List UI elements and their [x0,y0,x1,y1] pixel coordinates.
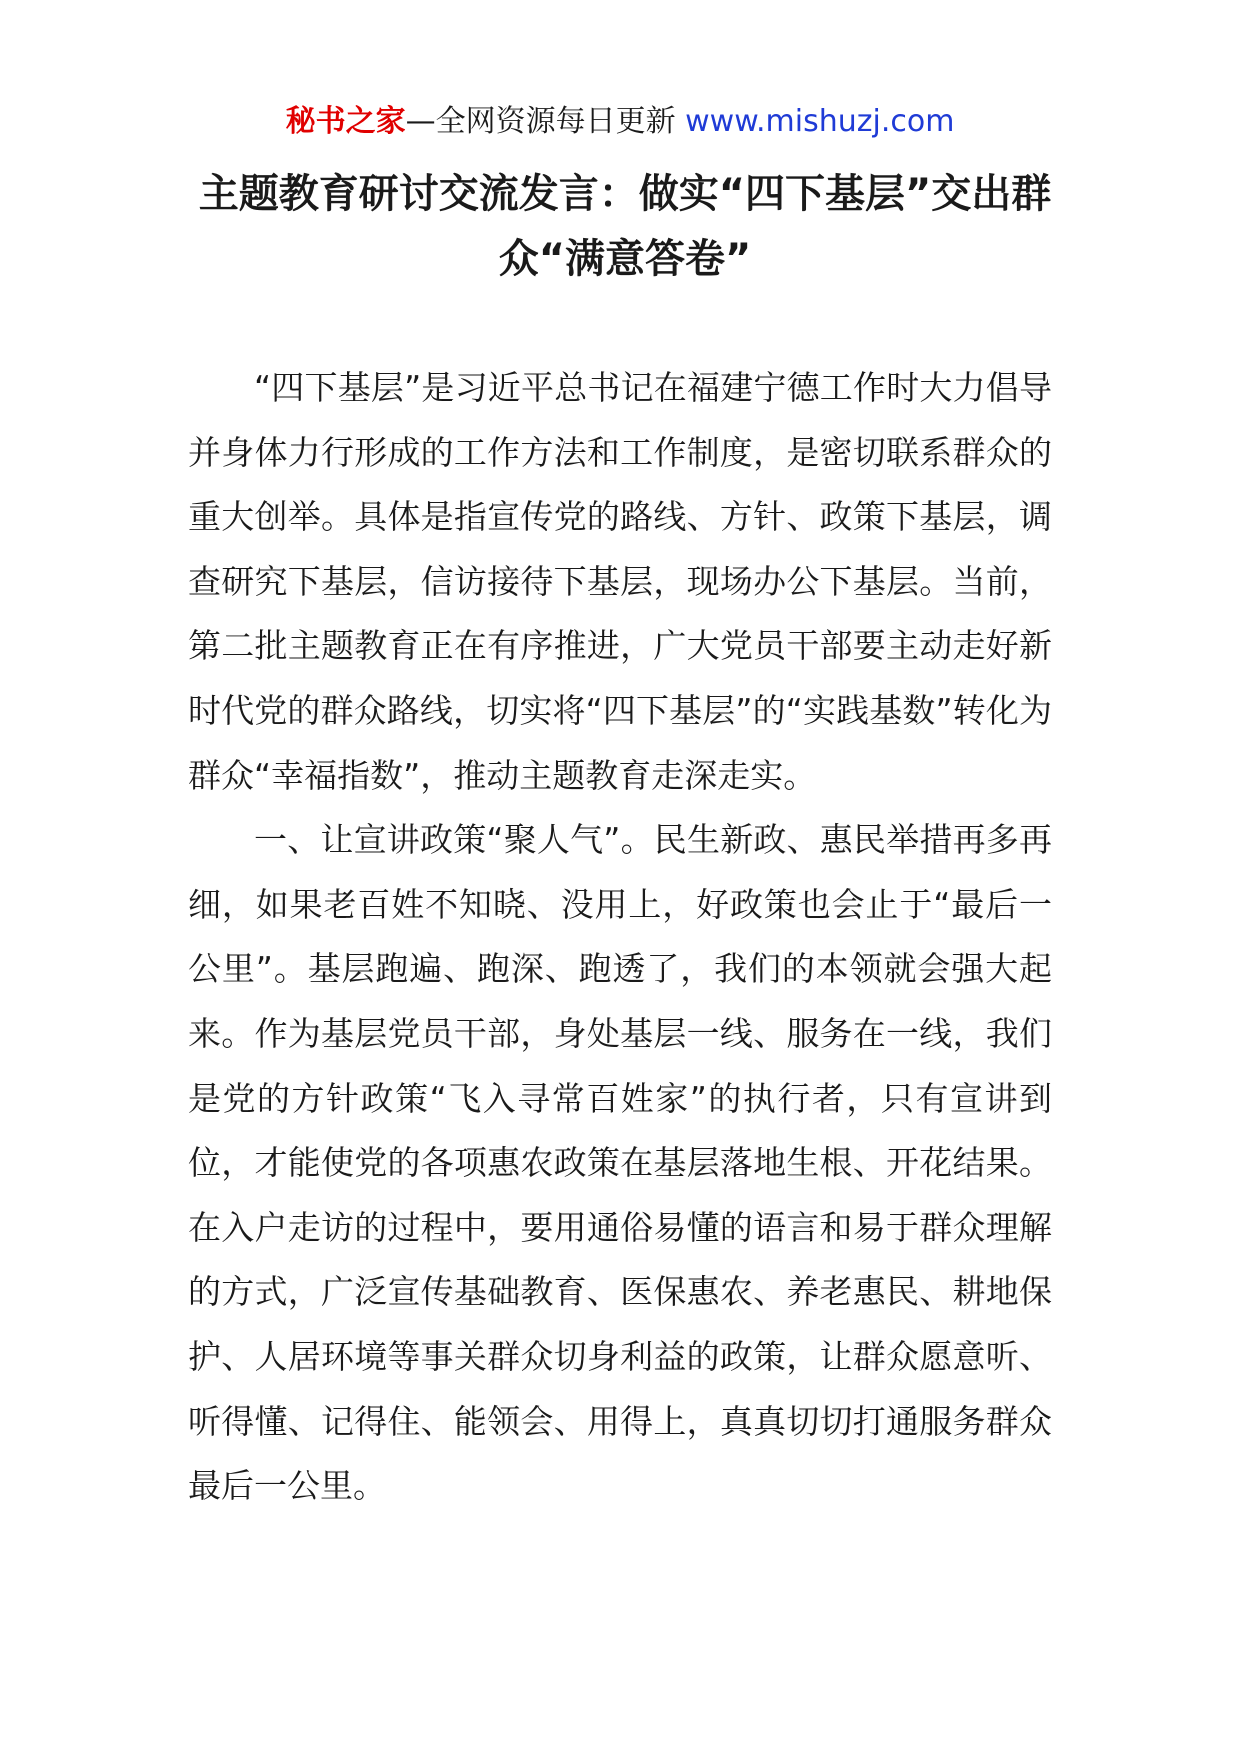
paragraph-section-one: 一、让宣讲政策“聚人气”。民生新政、惠民举措再多再细，如果老百姓不知晓、没用上，好政策也会止于“最后一公里”。基层跑遍、跑深、跑透了，我们的本领就会强大起来。作为基层党员干部，身处基层一线、服务在一线，我们是党的方针政策“飞入寻常百姓家”的执行者，只有宣讲到位，才能使党的各项惠农政策在基层落地生根、开花结果。在入户走访的过程中，要用通俗易懂的语言和易于群众理解的方式，广泛宣传基础教育、医保惠农、养老惠民、耕地保护、人居环境等事关群众切身利益的政策，让群众愿意听、听得懂、记得住、能领会、用得上，真真切切打通服务群众最后一公里。 [188,820,1052,1506]
document-body [188,356,1052,1519]
site-header [0,100,1240,144]
header-dash: — [405,104,436,139]
brand-name: 秘书之家 [285,104,406,139]
paragraph-intro: “四下基层”是习近平总书记在福建宁德工作时大力倡导并身体力行形成的工作方法和工作制度，是密切联系群众的重大创举。具体是指宣传党的路线、方针、政策下基层，调查研究下基层，信访接待下基层，现场办公下基层。当前，第二批主题教育正在有序推进，广大党员干部要主动走好新时代党的群众路线，切实将“四下基层”的“实践基数”转化为群众“幸福指数”，推动主题教育走深走实。 [188,368,1052,795]
document-title: 主题教育研讨交流发言：做实“四下基层”交出群众“满意答卷” [198,171,1052,282]
site-url-link[interactable]: www.mishuzj.com [685,104,955,139]
header-tagline: 全网资源每日更新 [435,104,676,139]
